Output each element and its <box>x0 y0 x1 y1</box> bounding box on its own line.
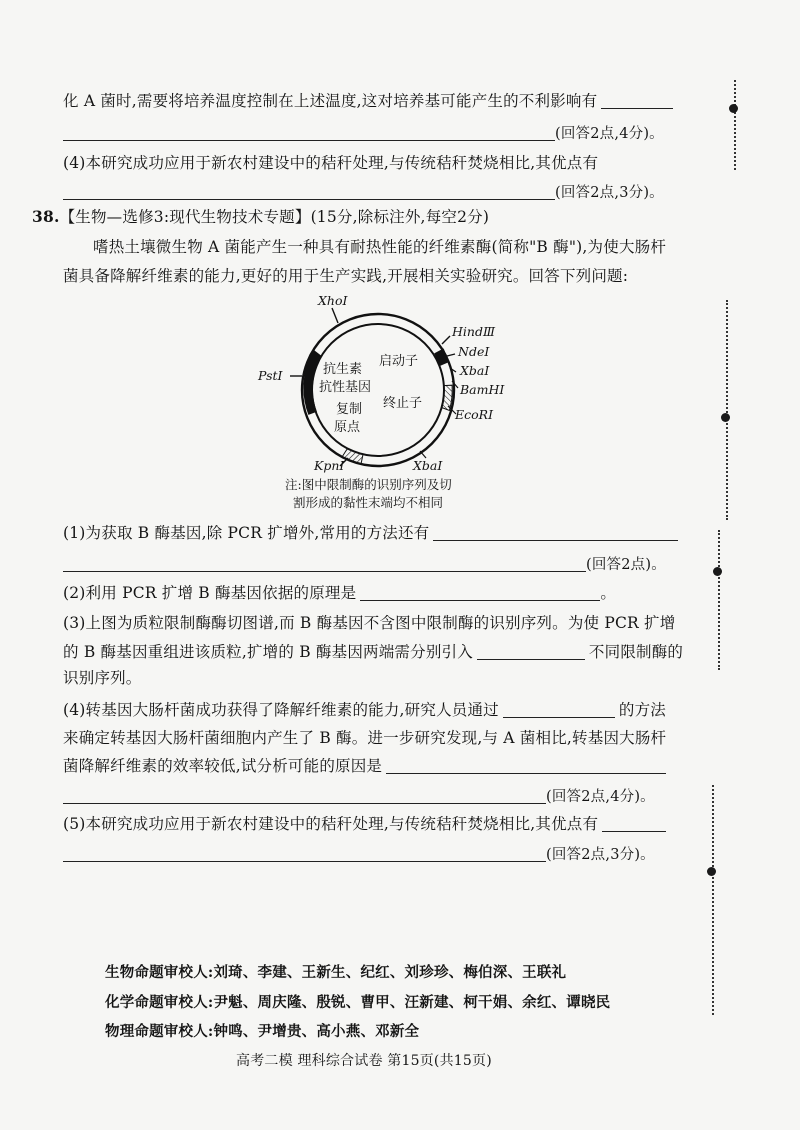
answer-blank[interactable] <box>63 555 586 572</box>
q3-text-b: 的 B 酶基因重组进该质粒,扩增的 B 酶基因两端需分别引入 <box>63 643 473 661</box>
q4-line-2: 来确定转基因大肠杆菌细胞内产生了 B 酶。进一步研究发现,与 A 菌相比,转基因大肠杆 <box>63 729 667 747</box>
tick-ndei <box>447 354 455 356</box>
q38-header-text: 【生物—选修3:现代生物技术专题】(15分,除标注外,每空2分) <box>59 208 490 226</box>
q2-text: (2)利用 PCR 扩增 B 酶基因依据的原理是 <box>63 584 357 602</box>
enzyme-xhoi: XhoI <box>318 293 348 308</box>
enzyme-bamhi: BamHI <box>460 382 505 397</box>
q4-line-1 <box>63 699 666 721</box>
q3-line-3: 识别序列。 <box>63 669 142 687</box>
q38-number: 38. <box>32 207 60 226</box>
enzyme-ecori: EcoRI <box>455 407 494 422</box>
answer-blank[interactable] <box>63 787 546 804</box>
top-line-2-hint: (回答2点,4分)。 <box>555 126 664 142</box>
reviewers-chem: 化学命题审校人:尹魁、周庆隆、殷锐、曹甲、汪新建、柯干娟、余红、谭晓民 <box>105 994 611 1011</box>
q38-header <box>32 206 489 228</box>
q4-text-a: (4)转基因大肠杆菌成功获得了降解纤维素的能力,研究人员通过 <box>63 701 499 719</box>
binding-hole-icon <box>713 567 722 576</box>
answer-blank[interactable] <box>602 815 666 832</box>
top-line-1-text: 化 A 菌时,需要将培养温度控制在上述温度,这对培养基可能产生的不利影响有 <box>63 92 598 110</box>
q4-hint: (回答2点,4分)。 <box>546 789 655 805</box>
enzyme-hindiii: HindⅢ <box>452 324 496 339</box>
q2-end: 。 <box>600 584 617 602</box>
label-promoter: 启动子 <box>379 354 419 369</box>
answer-blank[interactable] <box>477 643 585 660</box>
answer-blank[interactable] <box>360 584 600 601</box>
q1-text: (1)为获取 B 酶基因,除 PCR 扩增外,常用的方法还有 <box>63 524 430 542</box>
q1-line-2 <box>63 553 666 576</box>
label-antibiotic-1: 抗生素 <box>323 362 363 377</box>
q5-hint: (回答2点,3分)。 <box>546 847 655 863</box>
q4-line-3 <box>63 755 666 777</box>
q5-line-2 <box>63 843 655 866</box>
enzyme-ndei: NdeI <box>458 344 490 359</box>
answer-blank[interactable] <box>63 124 555 141</box>
q5-text: (5)本研究成功应用于新农村建设中的秸秆处理,与传统秸秆焚烧相比,其优点有 <box>63 815 599 833</box>
binding-dotted-line <box>734 80 736 170</box>
answer-blank[interactable] <box>433 524 678 541</box>
q38-intro-1: 嗜热土壤微生物 A 菌能产生一种具有耐热性能的纤维素酶(简称"B 酶"),为使大肠杆 <box>93 238 667 256</box>
q4-text-c: 菌降解纤维素的效率较低,试分析可能的原因是 <box>63 757 383 775</box>
binding-hole-icon <box>721 413 730 422</box>
top-line-4 <box>63 181 664 204</box>
q38-intro-2: 菌具备降解纤维素的能力,更好的用于生产实践,开展相关实验研究。回答下列问题: <box>63 267 629 285</box>
answer-blank[interactable] <box>386 757 666 774</box>
diagram-note-1: 注:图中限制酶的识别序列及切 <box>285 477 452 492</box>
q3-line-1: (3)上图为质粒限制酶酶切图谱,而 B 酶基因不含图中限制酶的识别序列。为使 PCR 扩增 <box>63 614 676 632</box>
q3-text-b-end: 不同限制酶的 <box>588 643 684 661</box>
top-line-4-hint: (回答2点,3分)。 <box>555 185 664 201</box>
q4-line-4 <box>63 785 655 808</box>
top-line-1 <box>63 90 673 112</box>
binding-hole-icon <box>729 104 738 113</box>
answer-blank[interactable] <box>601 92 673 109</box>
q1-hint: (回答2点)。 <box>586 557 666 573</box>
label-antibiotic-2: 抗性基因 <box>319 380 372 395</box>
diagram-note-2: 割形成的黏性末端均不相同 <box>293 495 444 510</box>
binding-dotted-line <box>718 530 720 670</box>
top-line-2 <box>63 122 664 145</box>
top-line-3 <box>63 152 598 174</box>
tick-hindiii <box>442 336 450 344</box>
enzyme-xbai-top: XbaI <box>460 363 490 378</box>
reviewers-phys: 物理命题审校人:钟鸣、尹增贵、高小燕、邓新全 <box>105 1023 420 1040</box>
q5-line-1 <box>63 813 666 835</box>
binding-dotted-line <box>712 785 714 1015</box>
binding-hole-icon <box>707 867 716 876</box>
answer-blank[interactable] <box>63 845 546 862</box>
reviewers-bio: 生物命题审校人:刘琦、李建、王新生、纪红、刘珍珍、梅伯深、王联礼 <box>105 964 567 981</box>
promoter-block <box>434 348 448 366</box>
page-footer: 高考二模 理科综合试卷 第15页(共15页) <box>236 1053 492 1069</box>
label-ori-1: 复制 <box>336 402 363 417</box>
enzyme-kpni: KpnI <box>314 458 345 473</box>
q2-line <box>63 582 616 604</box>
binding-dotted-line <box>726 300 728 520</box>
answer-blank[interactable] <box>503 701 615 718</box>
label-terminator: 终止子 <box>383 396 423 411</box>
tick-xhoi <box>332 308 338 323</box>
top-line-3-text: (4)本研究成功应用于新农村建设中的秸秆处理,与传统秸秆焚烧相比,其优点有 <box>63 154 599 172</box>
label-ori-2: 原点 <box>334 420 361 435</box>
q3-line-2 <box>63 641 683 663</box>
answer-blank[interactable] <box>63 183 555 200</box>
q1-line-1 <box>63 522 678 544</box>
q4-text-a-end: 的方法 <box>618 701 666 719</box>
enzyme-psti: PstI <box>258 368 283 383</box>
enzyme-xbai-bottom: XbaI <box>413 458 443 473</box>
